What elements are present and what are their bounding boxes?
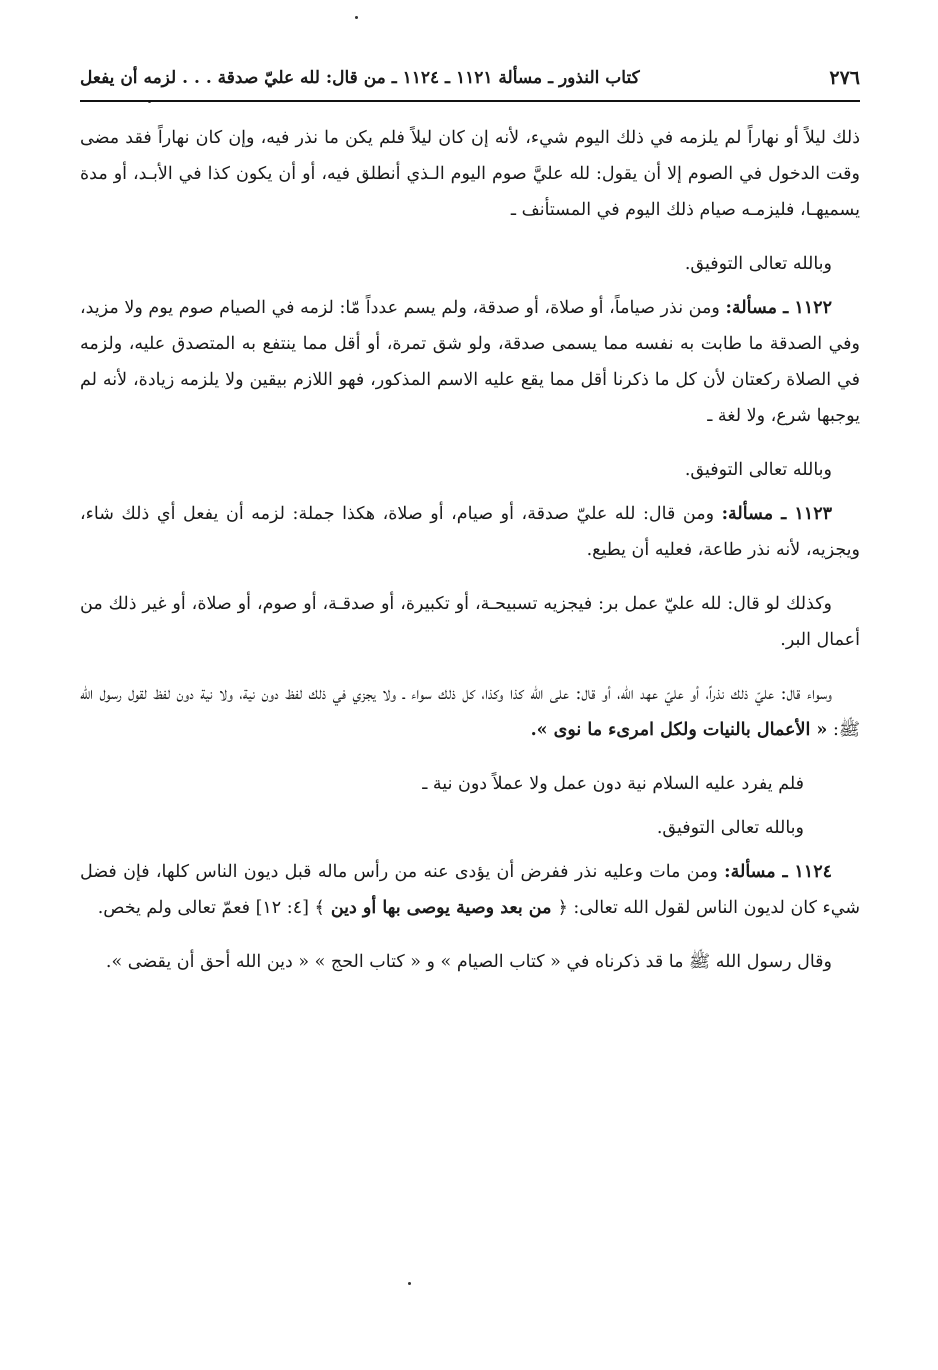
header-rule bbox=[80, 100, 860, 102]
masala-text: ومن نذر صياماً، أو صلاة، أو صدقة، ولم يسم عدداً مّا: لزمه في الصيام صوم يوم ولا مزيد، وفي الصدقة ما طابت به نفسه مما يسمى صدقة، ولو شق تمرة، أو أقل مما ينتفع به المتصدق عليه، ولزمه في الصلاة ركعتان لأن كل ما ذكرنا أقل مما يقع عليه الاسم المذكور، فهو اللازم بيقين ولا يلزمه زيادة، لأنه لم يوجبها شرع، ولا لغة ـ bbox=[80, 298, 860, 426]
masala-1123 bbox=[80, 496, 860, 568]
masala-1124 bbox=[80, 854, 860, 926]
masala-text: ومن مات وعليه نذر ففرض أن يؤدى عنه من رأس ماله قبل ديون الناس كلها، فإن فضل شيء كان لديون الناس لقول الله تعالى: ﴿ bbox=[80, 862, 860, 918]
paragraph bbox=[80, 676, 860, 748]
page-body bbox=[80, 120, 860, 988]
book-page bbox=[80, 0, 860, 1370]
paragraph: وقال رسول الله ﷺ ما قد ذكرناه في « كتاب الصيام » و « كتاب الحج » « دين الله أحق أن يقضى ». bbox=[105, 952, 832, 972]
page-number: ٢٧٦ bbox=[829, 67, 860, 89]
closing-formula: وبالله تعالى التوفيق. bbox=[684, 460, 832, 480]
masala-text: ومن قال: لله عليّ صدقة، أو صيام، أو صلاة، هكذا جملة: لزمه أن يفعل أي ذلك شاء، ويجزيه، لأنه نذر طاعة، فعليه أن يطيع. bbox=[80, 504, 860, 560]
speck-mark bbox=[408, 1282, 411, 1285]
masala-text-tail: ﴾ [٤: ١٢] فعمّ تعالى ولم يخص. bbox=[97, 898, 325, 918]
page-header bbox=[80, 60, 860, 96]
paragraph: ذلك ليلاً أو نهاراً لم يلزمه في ذلك اليوم شيء، لأنه إن كان ليلاً فلم يكن ما نذر فيه، وإن كان نهاراً فقد مضى وقت الدخول في الصوم إلا أن يقول: لله عليَّ صوم اليوم الـذي أنطلق فيه، أو أن يكون كذا في الأبـد، أو مدة يسميهـا، فليزمـه صيام ذلك اليوم في المستأنف ـ bbox=[80, 128, 860, 220]
masala-1122 bbox=[80, 290, 860, 434]
closing-formula: وبالله تعالى التوفيق. bbox=[684, 254, 832, 274]
paragraph-text: وسواء قال: عليّ ذلك نذراً، أو عليّ عهد الله، أو قال: على الله كذا وكذا، كل ذلك سواء ـ ولا يجزي في ذلك لفظ دون نية، ولا نية دون لفظ لقول رسول الله ﷺ: bbox=[80, 684, 860, 740]
masala-number: ١١٢٤ ـ مسألة: bbox=[724, 862, 832, 882]
masala-number: ١١٢٣ ـ مسألة: bbox=[721, 504, 833, 524]
running-title: كتاب النذور ـ مسألة ١١٢١ ـ ١١٢٤ ـ من قال: لله عليّ صدقة . . . لزمه أن يفعل bbox=[80, 68, 640, 88]
hadith-quote: « الأعمال بالنيات ولكل امرىء ما نوى ». bbox=[530, 720, 828, 740]
closing-formula: وبالله تعالى التوفيق. bbox=[656, 818, 804, 838]
paragraph: وكذلك لو قال: لله عليّ عمل بر: فيجزيه تسبيحـة، أو تكبيرة، أو صدقـة، أو صوم، أو صلاة، أو غير ذلك من أعمال البر. bbox=[80, 594, 860, 650]
paragraph: فلم يفرد عليه السلام نية دون عمل ولا عملاً دون نية ـ bbox=[422, 774, 804, 794]
masala-number: ١١٢٢ ـ مسألة: bbox=[725, 298, 832, 318]
quran-verse: من بعد وصية يوصى بها أو دين bbox=[324, 898, 558, 918]
